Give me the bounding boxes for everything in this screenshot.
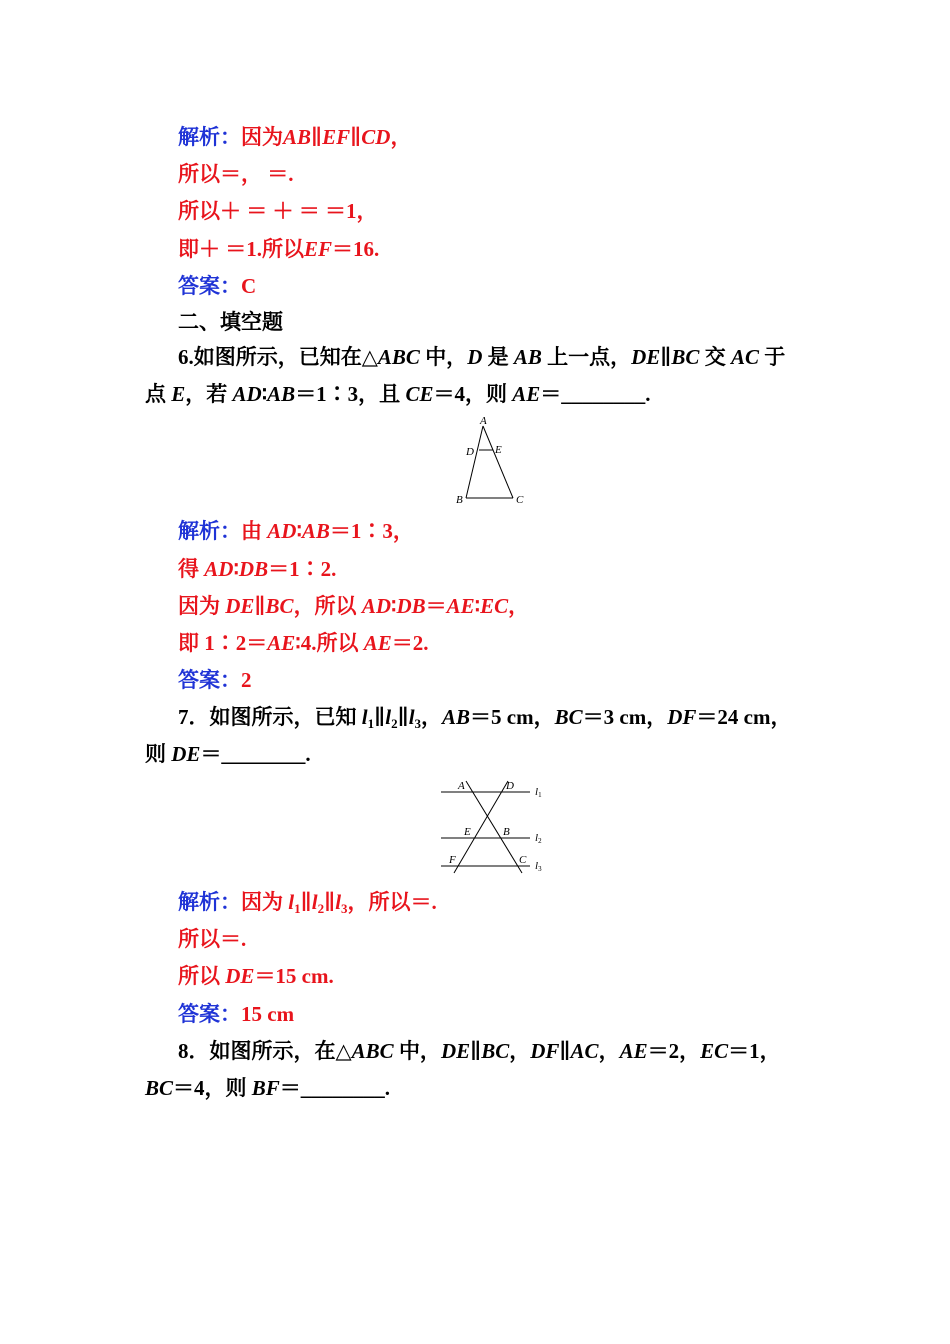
q6-side-ac — [483, 426, 513, 498]
q7-solution-line-1: 解析：因为 $l_1\parallel l_2\parallel l_3$，所以＝. — [178, 890, 437, 916]
q7-transversal-ac — [466, 781, 522, 873]
q7-label-b: B — [503, 826, 510, 838]
q7-answer-label: 答案： — [178, 1002, 241, 1026]
q5-answer — [178, 272, 256, 300]
q6-answer — [178, 666, 252, 694]
q7-label-f: F — [449, 854, 456, 866]
q6-side-ab — [466, 426, 483, 498]
q7-label-l3: l3 — [535, 860, 542, 873]
q7-label-l2: l2 — [535, 832, 542, 845]
q8-question-line-2: BC＝4，则 BF＝________. — [145, 1076, 391, 1100]
q6-solution-line-1: 解析：由 AD∶AB＝1∶3， — [178, 519, 414, 543]
q5-solution-line-3: 所以＋ ＝ ＋ ＝ ＝1， — [178, 199, 378, 223]
q7-transversal-df — [454, 781, 508, 873]
q7-answer — [178, 1000, 294, 1028]
q7-label-d: D — [506, 780, 514, 792]
q6-label-b: B — [456, 494, 463, 506]
q6-label-e: E — [495, 444, 502, 456]
q7-question-line-1: 7．如图所示，已知 $l_1\parallel l_2\parallel l_3$，AB＝5 cm，BC＝3 cm，DF＝24 cm， — [178, 705, 792, 731]
q7-label-e: E — [464, 826, 471, 838]
q7-label-a: A — [458, 780, 465, 792]
q7-answer-value: 15 cm — [241, 1002, 295, 1026]
q7-solution-line-2: 所以＝. — [178, 927, 247, 951]
section-title: 二、填空题 — [178, 310, 283, 334]
q6-jiexi-label: 解析： — [178, 519, 241, 543]
q5-solution-line-2: 所以＝， ＝. — [178, 162, 294, 186]
q6-label-c: C — [516, 494, 524, 506]
q7-parallel-lines-figure — [438, 776, 550, 876]
q6-solution-line-3: 因为 DE∥BC，所以 AD∶DB＝AE∶EC， — [178, 594, 530, 618]
q5-jiexi-label: 解析： — [178, 125, 241, 149]
q5-solution-line-4: 即＋ ＝1.所以EF＝16. — [178, 237, 380, 261]
q6-answer-label: 答案： — [178, 668, 241, 692]
q6-answer-value: 2 — [241, 668, 252, 692]
q6-label-a: A — [480, 415, 487, 427]
q5-answer-value: C — [241, 274, 257, 298]
q6-triangle-figure — [450, 412, 540, 512]
q7-question-line-2: 则 DE＝________. — [145, 742, 311, 766]
q6-question-line-1: 6.如图所示，已知在△ABC 中，D 是 AB 上一点，DE∥BC 交 AC 于 — [178, 345, 786, 369]
q5-answer-label: 答案： — [178, 274, 241, 298]
q7-label-l1: l1 — [535, 786, 542, 799]
q6-label-d: D — [466, 446, 474, 458]
q7-solution-line-3: 所以 DE＝15 cm. — [178, 964, 334, 988]
q7-label-c: C — [519, 854, 527, 866]
q5-solution-line-1: 解析：因为AB∥EF∥CD， — [178, 125, 412, 149]
q6-solution-line-2: 得 AD∶DB＝1∶2. — [178, 557, 337, 581]
q6-question-line-2: 点 E，若 AD∶AB＝1∶3，且 CE＝4，则 AE＝________. — [145, 382, 651, 406]
q8-question-line-1: 8．如图所示，在△ABC 中，DE∥BC，DF∥AC，AE＝2，EC＝1， — [178, 1039, 781, 1063]
q7-jiexi-label: 解析： — [178, 890, 241, 914]
q6-solution-line-4: 即 1∶2＝AE∶4.所以 AE＝2. — [178, 631, 429, 655]
